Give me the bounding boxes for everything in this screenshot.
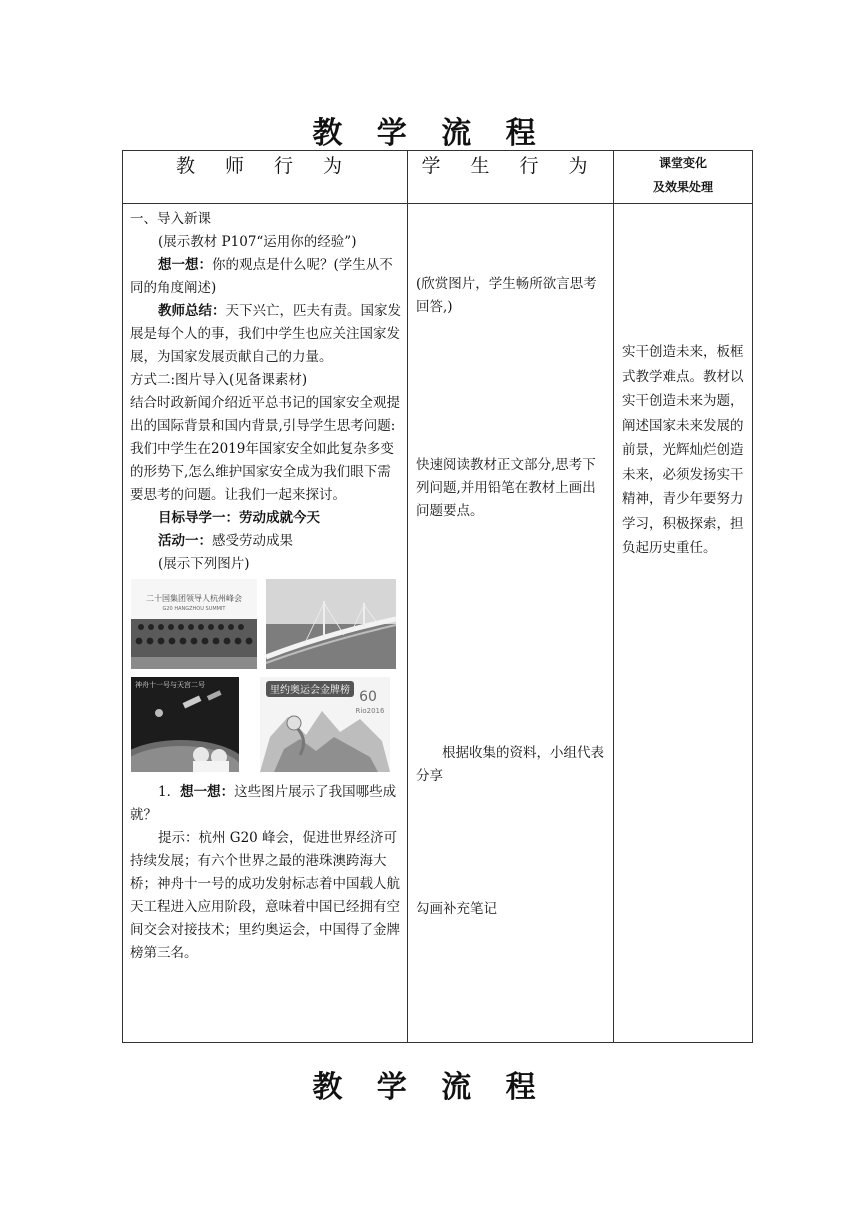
g20-banner-subtext: G20 HANGZHOU SUMMIT: [162, 606, 226, 612]
show-pictures-note: (展示下列图片): [158, 556, 250, 572]
student-cell: [408, 204, 614, 1043]
header-effect-line2: 及效果处理: [652, 180, 713, 194]
hint-text: 提示：杭州 G20 峰会，促进世界经济可持续发展；有六个世界之最的港珠澳跨海大桥；神舟十一号的成功发射标志着中国载人航天工程进入应用阶段，意味着中国已经拥有空间交会对接技术；里约奥运会，中国得了金牌榜第三名。: [130, 830, 400, 961]
teacher-summary: [130, 300, 401, 369]
method-two-text: 结合时政新闻介绍近平总书记的国家安全观提出的国际背景和国内背景,引导学生思考问题:我们中学生在2019年国家安全如此复杂多变的形势下,怎么维护国家安全成为我们眼下需要思考的问题。让我们一起来探讨。: [130, 395, 400, 503]
question-text: 这些图片展示了我国哪些成就？: [130, 784, 397, 823]
student-activity-3: 根据收集的资料，小组代表分享: [416, 745, 604, 784]
header-effect-line1: 课堂变化: [658, 156, 707, 170]
hzmb-bridge-photo: [266, 579, 396, 669]
rio-caption: 里约奥运会金牌榜: [270, 685, 350, 696]
header-teacher: 教 师 行 为: [123, 151, 408, 204]
page-title-bottom: 教 学 流 程: [312, 1070, 548, 1105]
method-two: 方式二:图片导入(见备课素材): [130, 372, 308, 388]
table-header-row: [123, 151, 753, 204]
lesson-flow-table: [122, 150, 753, 1043]
activity-label: 活动一：: [158, 533, 212, 549]
section-heading: 一、导入新课: [130, 211, 211, 227]
g20-banner-text: 二十国集团领导人杭州峰会: [146, 594, 242, 603]
page-title: 教 学 流 程: [312, 116, 548, 151]
effect-cell: [614, 204, 753, 1043]
header-student: 学 生 行 为: [408, 151, 614, 204]
question-label: 想一想：: [180, 784, 235, 800]
think-prompt: [130, 254, 401, 300]
question-number: 1．: [158, 784, 181, 800]
goal-heading: 目标导学一：劳动成就今天: [158, 510, 320, 526]
table-body-row: [123, 204, 753, 1043]
activity-text: 感受劳动成果: [212, 533, 293, 549]
effect-text: 实干创造未来，板框式教学难点。教材以实干创造未来为题，阐述国家未来发展的前景，光辉灿烂创造未来，必须发扬实干精神，青少年要努力学习，积极探索，担负起历史重任。: [622, 344, 744, 556]
summary-text: 天下兴亡，匹夫有责。国家发展是每个人的事，我们中学生也应关注国家发展，为国家发展贡献自己的力量。: [130, 303, 401, 365]
teacher-cell: [123, 204, 408, 1043]
question-one: [130, 781, 401, 827]
header-effect: [614, 151, 753, 204]
shenzhou-11-photo: [131, 677, 239, 772]
rio-logo: Rio2016: [355, 707, 385, 715]
activity-one: [130, 530, 401, 553]
think-text: 你的观点是什么呢？(学生从不同的角度阐述): [130, 257, 393, 296]
student-activity-1: (欣赏图片，学生畅所欲言思考回答,): [416, 276, 597, 315]
achievement-images: [130, 579, 401, 775]
shenzhou-caption: 神舟十一号与天宫二号: [135, 681, 205, 689]
think-label: 想一想：: [158, 257, 212, 273]
summary-label: 教师总结：: [158, 303, 226, 319]
student-activity-4: 勾画补充笔记: [416, 901, 497, 917]
svg-text:60: 60: [359, 689, 377, 705]
rio-medal-table-image: [260, 677, 390, 772]
student-activity-2: 快速阅读教材正文部分,思考下列问题,并用铅笔在教材上画出问题要点。: [416, 457, 596, 519]
show-textbook-note: (展示教材 P107“运用你的经验”): [158, 234, 357, 250]
g20-summit-photo: [131, 579, 257, 669]
